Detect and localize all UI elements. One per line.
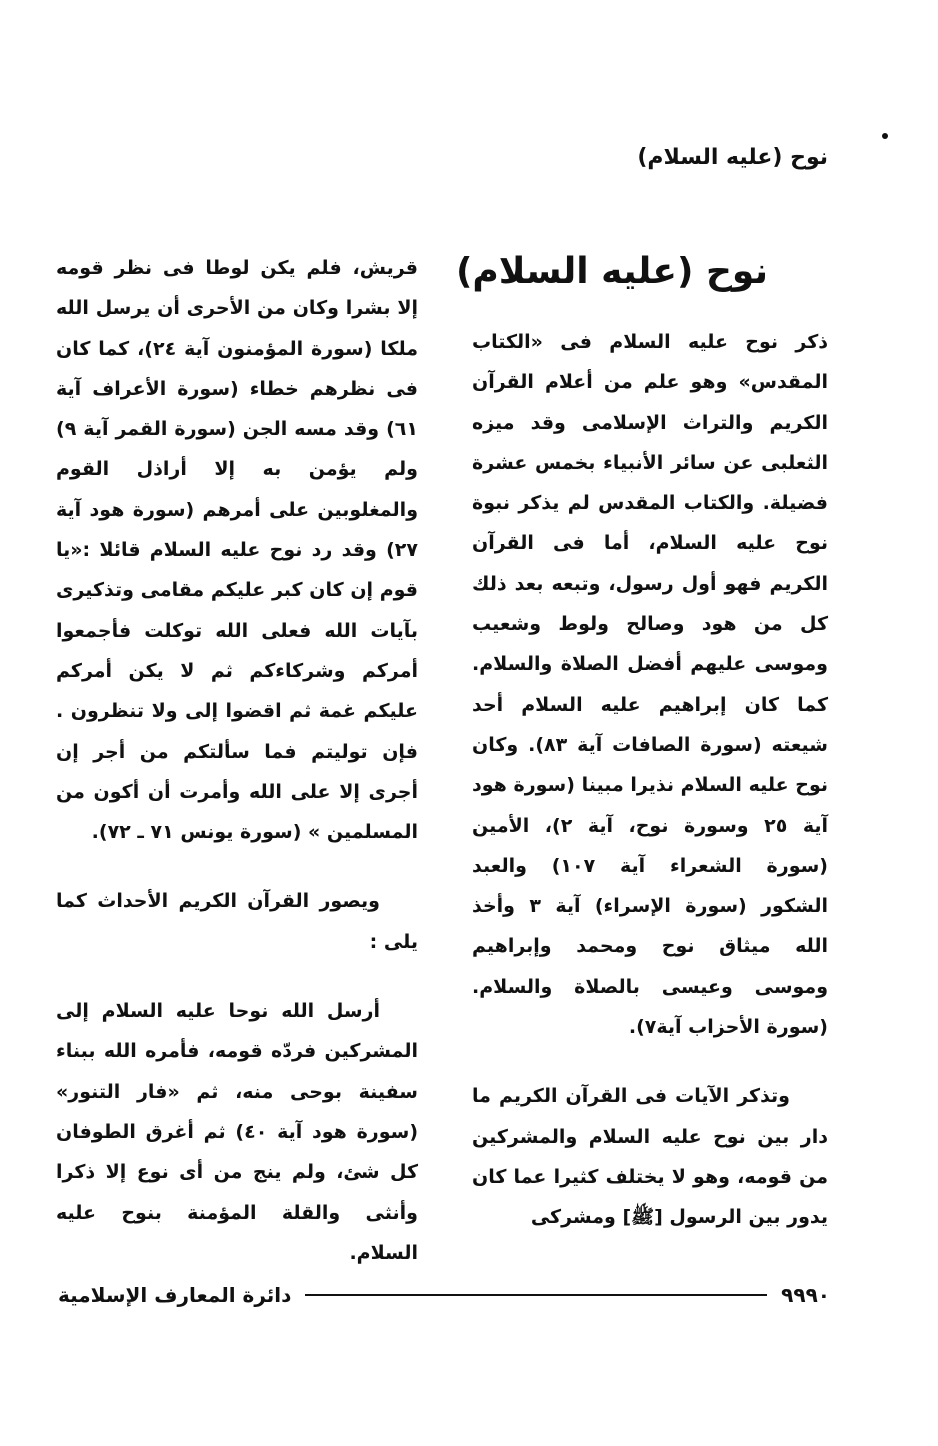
article-title: نوح (عليه السلام) — [455, 251, 768, 292]
footer-rule — [305, 1294, 767, 1296]
left-paragraph-2: ويصور القرآن الكريم الأحداث كما يلى : — [56, 890, 418, 953]
encyclopedia-name: دائرة المعارف الإسلامية — [58, 1283, 292, 1307]
running-head: نوح (عليه السلام) — [637, 145, 828, 170]
page-footer — [58, 1280, 830, 1310]
left-paragraph-1: قريش، فلم يكن لوطا فى نظر قومه إلا بشرا وكان من الأحرى أن يرسل الله ملكا (سورة المؤمنون آية ٢٤)، كما كان فى نظرهم خطاء (سورة الأعراف آية ٦١) وقد مسه الجن (سورة القمر آية ٩) ولم يؤمن به إلا أراذل القوم والمغلوبين على أمرهم (سورة هود آية ٢٧) وقد رد نوح عليه السلام قائلا :«يا قوم إن كان كبر عليكم مقامى وتذكيرى بآيات الله فعلى الله توكلت فأجمعوا أمركم وشركاءكم ثم لا يكن أمركم عليكم غمة ثم اقضوا إلى ولا تنظرون . فإن توليتم فما سألتكم من أجر إن أجرى إلا على الله وأمرت أن أكون من المسلمين » (سورة يونس ٧١ ـ ٧٢). — [56, 257, 418, 844]
right-column — [472, 322, 828, 1238]
margin-dot — [882, 133, 888, 139]
page-number: ٩٩٩٠ — [781, 1283, 830, 1307]
left-column — [56, 248, 418, 1273]
left-paragraph-3: أرسل الله نوحا عليه السلام إلى المشركين فردّه قومه، فأمره الله ببناء سفينة بوحى منه، ثم «فار التنور» (سورة هود آية ٤٠) ثم أغرق الطوفان كل شئ، ولم ينج من أى نوع إلا ذكرا وأنثى والقلة المؤمنة بنوح عليه السلام. — [56, 1000, 419, 1264]
right-paragraph-1: ذكر نوح عليه السلام فى «الكتاب المقدس» وهو علم من أعلام القرآن الكريم والتراث الإسلامى وقد ميزه الثعلبى عن سائر الأنبياء بخمس عشرة فضيلة. والكتاب المقدس لم يذكر نبوة نوح عليه السلام، أما فى القرآن الكريم فهو أول رسول، وتبعه بعد ذلك كل من هود وصالح ولوط وشعيب وموسى عليهم أفضل الصلاة والسلام. كما كان إبراهيم عليه السلام أحد شيعته (سورة الصافات آية ٨٣). وكان نوح عليه السلام نذيرا مبينا (سورة هود آية ٢٥ وسورة نوح، آية ٢)، الأمين (سورة الشعراء آية ١٠٧) والعبد الشكور (سورة الإسراء) آية ٣ وأخذ الله ميثاق نوح ومحمد وإبراهيم وموسى وعيسى بالصلاة والسلام. (سورة الأحزاب آية٧). — [472, 331, 828, 1039]
right-paragraph-2: وتذكر الآيات فى القرآن الكريم ما دار بين نوح عليه السلام والمشركين من قومه، وهو لا يختلف كثيرا عما كان يدور بين الرسول [ﷺ] ومشركى — [472, 1085, 828, 1229]
